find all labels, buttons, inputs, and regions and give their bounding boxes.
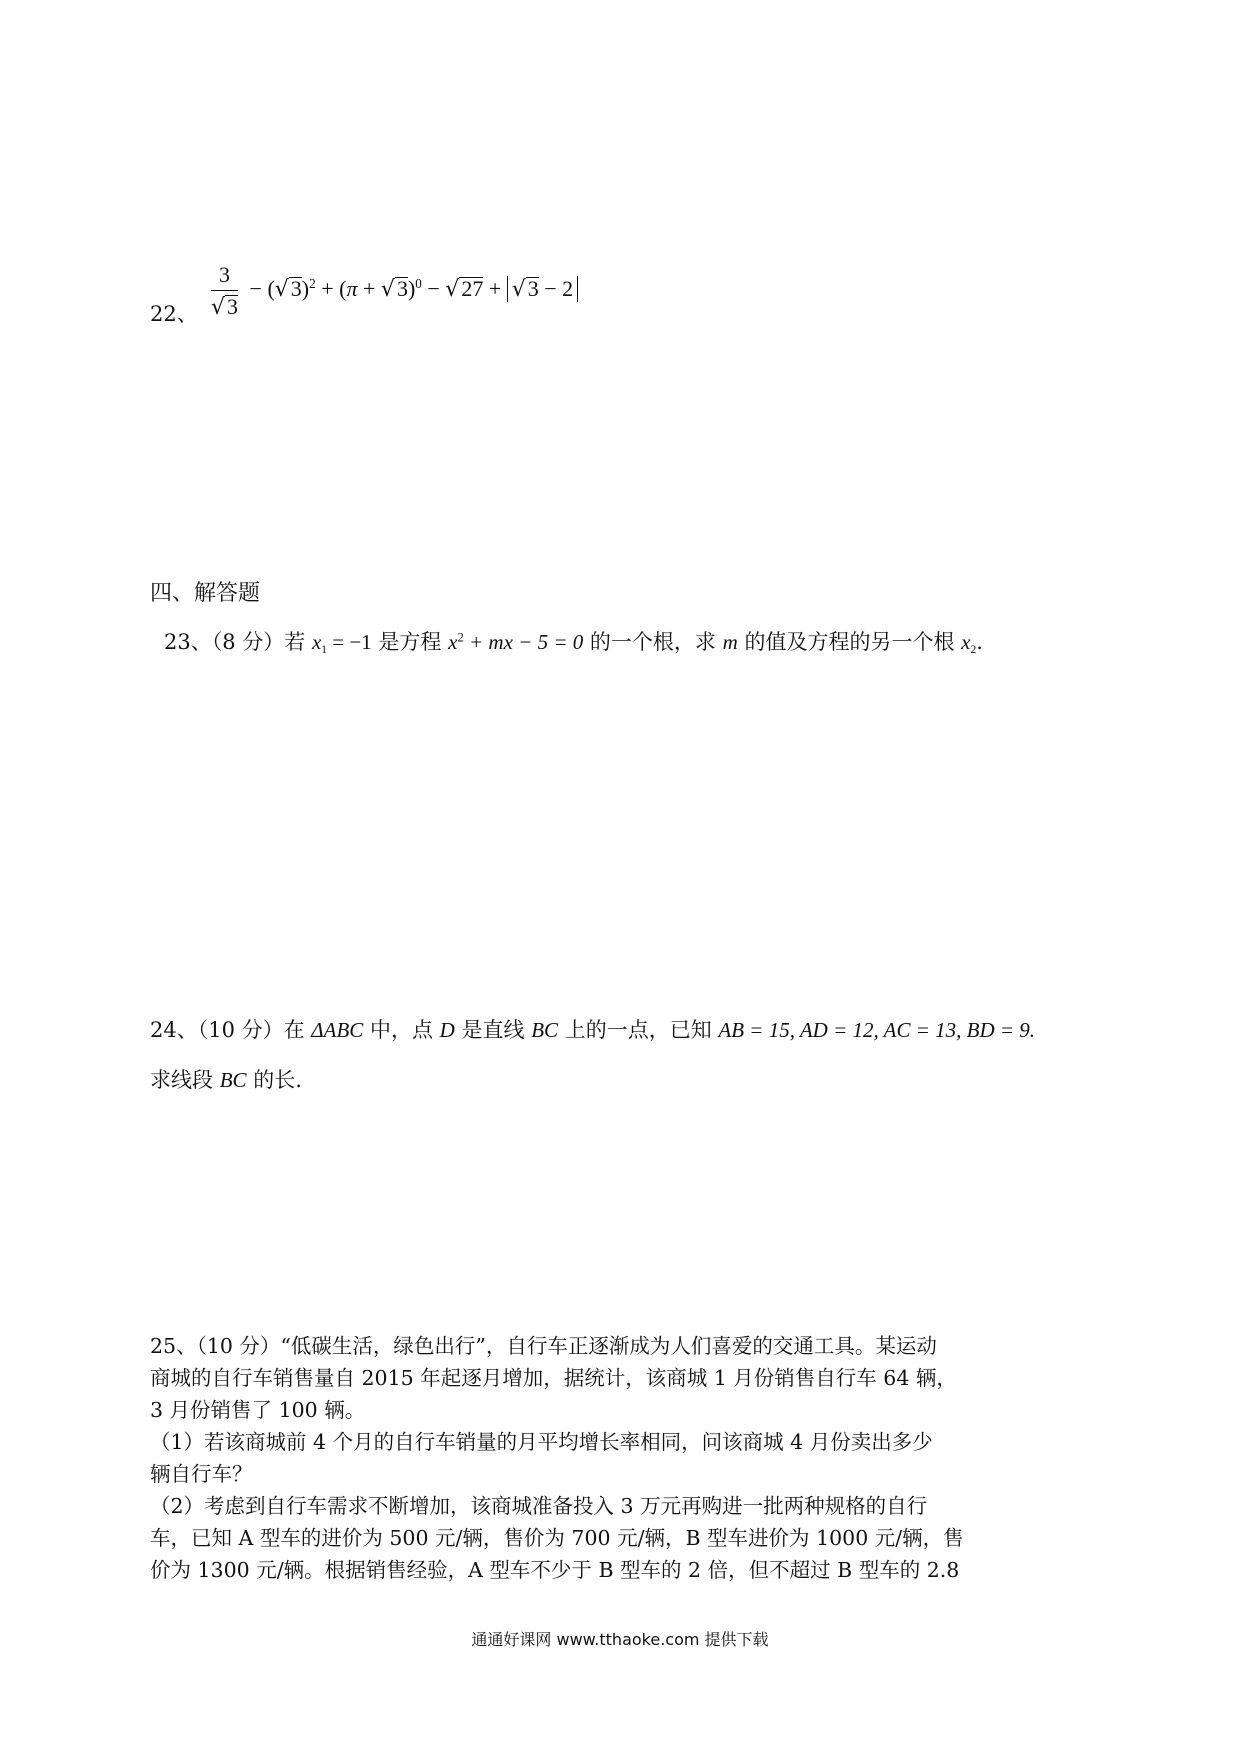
problem-25-line: （2）考虑到自行车需求不断增加，该商城准备投入 3 万元再购进一批两种规格的自行 — [150, 1494, 928, 1518]
fraction-denominator: √3 — [211, 294, 239, 320]
problem-22-expression — [211, 262, 578, 320]
problem-22-number: 22、 — [150, 302, 198, 326]
section-title: 四、解答题 — [150, 581, 261, 606]
term-minus-sqrt27: − √27 — [427, 276, 484, 303]
problem-25-line: （1）若该商城前 4 个月的自行车销量的月平均增长率相同，问该商城 4 月份卖出多少 — [150, 1430, 933, 1454]
problem-25-line: 车，已知 A 型车的进价为 500 元/辆，售价为 700 元/辆，B 型车进价为 1000 元/辆，售 — [150, 1526, 964, 1550]
problem-25-line: 商城的自行车销售量自 2015 年起逐月增加，据统计，该商城 1 月份销售自行车 64 辆， — [150, 1366, 957, 1390]
fraction-numerator: 3 — [211, 262, 238, 291]
term-minus-sqrt3-squared: − $(√3)^2$ — [249, 276, 316, 303]
term-pi-plus-sqrt3-power0: + $(\pi + √3)^0$ — [321, 276, 422, 303]
problem-25-line: 25、（10 分）“低碳生活，绿色出行”，自行车正逐渐成为人们喜爱的交通工具。某运动 — [150, 1334, 937, 1358]
term-absolute-value: + √3 − 2 — [489, 276, 578, 301]
problem-24: 24、（10 分）在 ΔABC 中，点 D 是直线 BC 上的一点，已知 AB = 15, AD = 12, AC = 13, BD = 9. — [150, 1018, 1036, 1042]
problem-25-line: 3 月份销售了 100 辆。 — [150, 1398, 366, 1422]
problem-23: 23、（8 分）若 $x_1 = -1$ 是方程 $x^2$ + mx − 5 = 0 的一个根，求 m 的值及方程的另一个根 $x_2$. — [164, 630, 983, 657]
fraction-3-over-sqrt3 — [211, 262, 238, 320]
problem-25 — [150, 1330, 1110, 1586]
problem-25-line: 辆自行车？ — [150, 1462, 253, 1486]
problem-25-line: 价为 1300 元/辆。根据销售经验，A 型车不少于 B 型车的 2 倍，但不超过 B 型车的 2.8 — [150, 1558, 960, 1582]
page-footer: 通通好课网 www.tthaoke.com 提供下载 — [471, 1630, 769, 1649]
problem-24-line2: 求线段 BC 的长. — [150, 1068, 302, 1092]
